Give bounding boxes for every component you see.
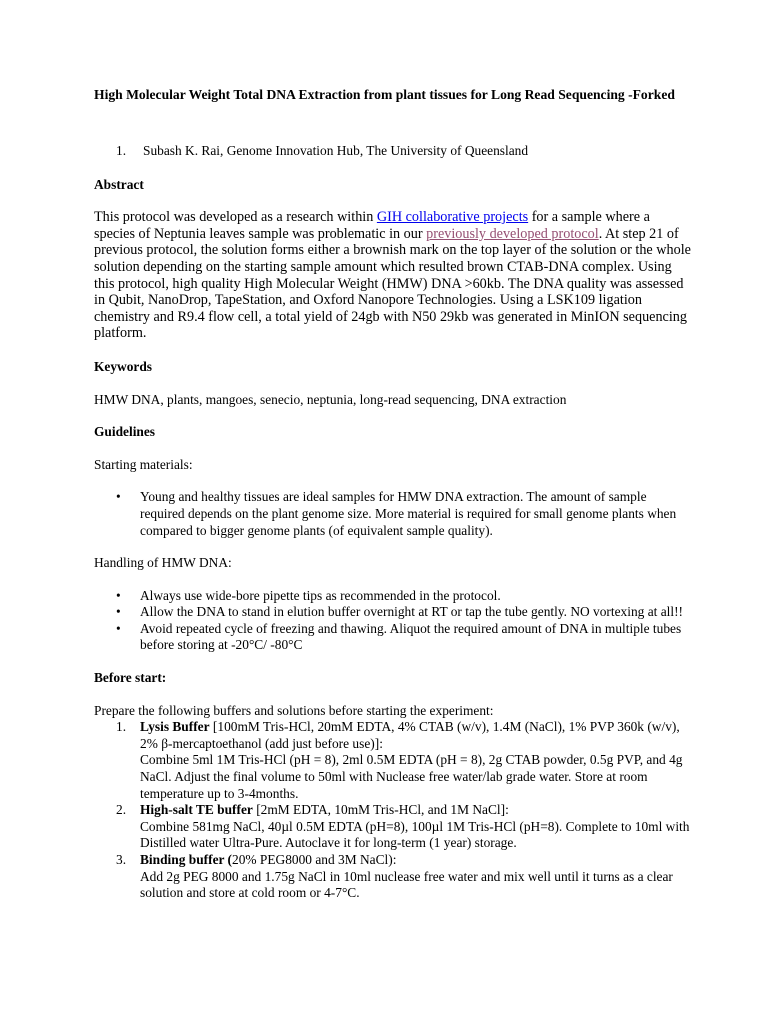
list-item-text: Always use wide-bore pipette tips as recommended in the protocol. xyxy=(140,587,501,603)
step-body xyxy=(140,802,694,852)
keywords-text: HMW DNA, plants, mangoes, senecio, neptunia, long-read sequencing, DNA extraction xyxy=(94,391,567,407)
author-text: Subash K. Rai, Genome Innovation Hub, The University of Queensland xyxy=(143,143,529,158)
list-item-text: Avoid repeated cycle of freezing and thawing. Aliquot the required amount of DNA in multiple tubes before storing at -20°C/ -80°C xyxy=(140,620,682,653)
step-name: Binding buffer ( xyxy=(140,852,233,867)
keywords-heading: Keywords xyxy=(94,358,153,374)
starting-materials-label: Starting materials: xyxy=(94,456,193,472)
abstract-text-2: for a sample where a species of Neptunia leaves sample was problematic in our xyxy=(94,209,650,242)
document-page xyxy=(94,86,694,902)
handling-list xyxy=(94,588,694,654)
step-number: 1. xyxy=(116,719,127,735)
author-line xyxy=(94,143,694,160)
step-number: 2. xyxy=(116,802,127,818)
author-number: 1. xyxy=(116,143,127,158)
list-item xyxy=(94,604,694,621)
abstract-paragraph xyxy=(94,209,694,342)
bullet-icon: • xyxy=(116,620,121,636)
step-detail: Combine 5ml 1M Tris-HCl (pH = 8), 2ml 0.5M EDTA (pH = 8), 2g CTAB powder, 0.5g PVP, and 4g NaCl. Adjust the final volume to 50ml with Nuclease free water/lab grade water. Store at room temperature up to 3-4months. xyxy=(140,752,683,801)
bullet-icon: • xyxy=(116,489,121,505)
abstract-text-3: . At step 21 of previous protocol, the solution forms either a brownish mark on the top layer of the solution or the whole solution depending on the starting sample amount which resulted brown CTAB-DNA complex. Using this protocol, high quality High Molecular Weight (HMW) DNA >60kb. The DNA quality was assessed in Qubit, NanoDrop, TapeStation, and Oxford Nanopore Technologies. Using a LSK109 ligation chemistry and R9.4 flow cell, a total yield of 24gb with N50 29kb was generated in MinION sequencing platform. xyxy=(94,225,691,342)
bullet-icon: • xyxy=(116,604,121,620)
starting-materials-list xyxy=(94,489,694,539)
before-start-intro: Prepare the following buffers and solutions before starting the experiment: xyxy=(94,702,494,718)
step-body xyxy=(140,852,694,902)
handling-label: Handling of HMW DNA: xyxy=(94,555,232,571)
document-title: High Molecular Weight Total DNA Extraction from plant tissues for Long Read Sequencing -Forked xyxy=(94,87,675,102)
step-spec: 20% PEG8000 and 3M NaCl): xyxy=(232,852,397,867)
step-name: High-salt TE buffer xyxy=(140,802,253,818)
list-item xyxy=(94,588,694,605)
list-item xyxy=(94,489,694,539)
step-number: 3. xyxy=(116,852,127,867)
step-item xyxy=(94,852,694,902)
step-spec: [100mM Tris-HCl, 20mM EDTA, 4% CTAB (w/v), 1.4M (NaCl), 1% PVP 360k (w/v), 2% β-mercaptoethanol (add just before use)]: xyxy=(140,719,680,751)
step-item xyxy=(94,719,694,802)
step-detail: Combine 581mg NaCl, 40µl 0.5M EDTA (pH=8), 100µl 1M Tris-HCl (pH=8). Complete to 10ml with Distilled water Ultra-Pure. Autoclave it for long-term (1 year) storage. xyxy=(140,818,690,851)
bullet-icon: • xyxy=(116,587,121,603)
step-name: Lysis Buffer xyxy=(140,719,210,735)
buffer-steps-list xyxy=(94,719,694,902)
previous-protocol-link[interactable]: previously developed protocol xyxy=(426,225,599,242)
before-start-heading: Before start: xyxy=(94,670,167,686)
list-item xyxy=(94,621,694,654)
abstract-heading: Abstract xyxy=(94,176,144,192)
step-item xyxy=(94,802,694,852)
abstract-text-1: This protocol was developed as a research within xyxy=(94,209,377,226)
list-item-text: Young and healthy tissues are ideal samples for HMW DNA extraction. The amount of sample required depends on the plant genome size. More material is required for small genome plants when compared to bigger genome plants (of equivalent sample quality). xyxy=(140,489,677,538)
step-detail: Add 2g PEG 8000 and 1.75g NaCl in 10ml nuclease free water and mix well until it turns as a clear solution and store at cold room or 4-7°C. xyxy=(140,868,673,901)
step-spec: [2mM EDTA, 10mM Tris-HCl, and 1M NaCl]: xyxy=(252,802,509,818)
step-body xyxy=(140,719,694,802)
list-item-text: Allow the DNA to stand in elution buffer overnight at RT or tap the tube gently. NO vortexing at all!! xyxy=(140,604,684,620)
guidelines-heading: Guidelines xyxy=(94,424,156,440)
gih-projects-link[interactable]: GIH collaborative projects xyxy=(376,209,529,226)
